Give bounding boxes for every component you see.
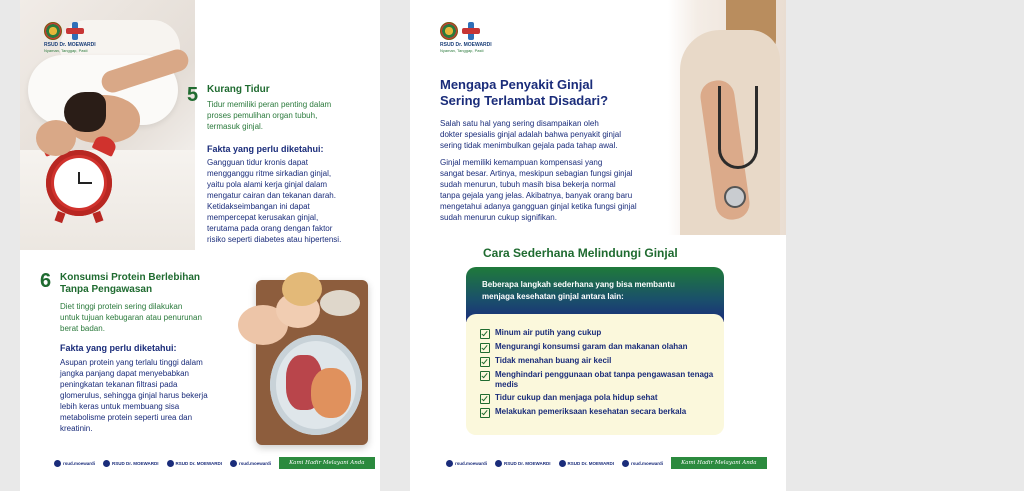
tips-intro-line: menjaga kesehatan ginjal antara lain: xyxy=(482,292,624,301)
item-5-fact xyxy=(207,157,341,245)
stethoscope-icon xyxy=(718,86,758,169)
item-6-fact-line: peningkatan tekanan filtrasi pada xyxy=(60,380,178,389)
paragraph-line: sudah menurun cukup signifikan. xyxy=(440,213,557,222)
item-6-intro-line: untuk tujuan kebugaran atau penurunan xyxy=(60,313,202,322)
checklist-item xyxy=(480,370,716,390)
checklist-item xyxy=(480,407,716,418)
social-handle: rsud.moewardi xyxy=(63,460,96,466)
item-5-fact-line: terutama pada orang dengan faktor xyxy=(207,224,333,233)
tiktok-icon xyxy=(622,460,629,467)
logo-name: RSUD Dr. MOEWARDI xyxy=(44,42,96,48)
checklist-item xyxy=(480,356,716,367)
item-6-title xyxy=(60,272,200,296)
paragraph-line: mengetahui adanya gangguan ginjal ketika fungsi ginjal xyxy=(440,202,637,211)
item-6-number: 6 xyxy=(40,270,52,292)
footer-social[interactable] xyxy=(495,460,551,467)
medical-cross-icon xyxy=(66,22,84,40)
page-title-line: Mengapa Penyakit Ginjal xyxy=(440,77,594,92)
hospital-logo xyxy=(44,22,96,53)
checklist-text: Menghindari penggunaan obat tanpa pengawasan tenaga medis xyxy=(495,370,714,389)
checklist-text: Minum air putih yang cukup xyxy=(495,328,602,337)
social-handle: RSUD Dr. MOEWARDI xyxy=(112,460,159,466)
item-6-fact-line: kreatinin. xyxy=(60,424,93,433)
page-title-line: Sering Terlambat Disadari? xyxy=(440,93,609,108)
checklist-text: Tidak menahan buang air kecil xyxy=(495,356,612,365)
intro-paragraph-1 xyxy=(440,118,621,151)
social-handle: rsud.moewardi xyxy=(239,460,272,466)
checklist-text: Tidur cukup dan menjaga pola hidup sehat xyxy=(495,393,658,402)
youtube-icon xyxy=(167,460,174,467)
footer-tagline: Kami Hadir Melayani Anda xyxy=(671,457,767,469)
youtube-icon xyxy=(559,460,566,467)
checklist-text: Melakukan pemeriksaan kesehatan secara berkala xyxy=(495,407,687,416)
nurse-photo xyxy=(668,0,786,235)
paragraph-line: Ginjal memiliki kemampuan kompensasi yang xyxy=(440,158,603,167)
paragraph-line: dokter spesialis ginjal adalah bahwa penyakit ginjal xyxy=(440,130,622,139)
item-6-fact-line: metabolisme protein seperti urea dan xyxy=(60,413,193,422)
item-5-fact-line: yaitu pola alami kerja ginjal dalam xyxy=(207,180,328,189)
hospital-logo xyxy=(440,22,492,53)
item-6-fact xyxy=(60,357,208,434)
item-5-intro-line: proses pemulihan organ tubuh, xyxy=(207,111,318,120)
footer-social[interactable] xyxy=(103,460,159,467)
paragraph-line: sangat besar. Artinya, meskipun sebagian fungsi ginjal xyxy=(440,169,633,178)
item-6-fact-line: glomerulus, sehingga ginjal harus bekerja xyxy=(60,391,208,400)
item-6-intro-line: berat badan. xyxy=(60,324,105,333)
checkbox-icon xyxy=(480,394,490,404)
social-handle: rsud.moewardi xyxy=(631,460,664,466)
province-seal-icon xyxy=(44,22,62,40)
item-6-intro xyxy=(60,301,202,334)
item-5-fact-line: risiko seperti diabetes atau hipertensi. xyxy=(207,235,342,244)
social-handle: RSUD Dr. MOEWARDI xyxy=(175,460,223,466)
item-6-fact-line: lebih keras untuk membuang sisa xyxy=(60,402,180,411)
item-6-fact-line: jangka panjang dapat menyebabkan xyxy=(60,369,189,378)
poster-page-left xyxy=(20,0,380,491)
poster-page-right xyxy=(410,0,786,491)
checkbox-icon xyxy=(480,371,490,381)
protein-food-photo xyxy=(256,280,368,445)
item-5-fact-line: mengganggu ritme sirkadian ginjal, xyxy=(207,169,332,178)
item-5-intro xyxy=(207,99,331,132)
item-6-title-line: Konsumsi Protein Berlebihan xyxy=(60,272,201,283)
item-5-fact-line: mempercepat kerusakan ginjal, xyxy=(207,213,319,222)
facebook-icon xyxy=(495,460,502,467)
instagram-icon xyxy=(446,460,453,467)
logo-tagline: Nyaman, Tanggap, Pasti xyxy=(440,48,484,53)
footer-social[interactable] xyxy=(622,460,663,467)
tips-box-intro xyxy=(482,279,714,303)
item-6-title-line: Tanpa Pengawasan xyxy=(60,284,153,295)
item-6-intro-line: Diet tinggi protein sering dilakukan xyxy=(60,302,183,311)
facebook-icon xyxy=(103,460,110,467)
checkbox-icon xyxy=(480,343,490,353)
footer-social[interactable] xyxy=(230,460,271,467)
intro-paragraph-2 xyxy=(440,157,637,223)
checklist-item xyxy=(480,328,716,339)
item-6-fact-line: Asupan protein yang terlalu tinggi dalam xyxy=(60,358,203,367)
social-handle: RSUD Dr. MOEWARDI xyxy=(504,460,551,466)
item-5-fact-line: mengatur cairan dan tekanan darah. xyxy=(207,191,336,200)
checklist-item xyxy=(480,393,716,404)
tips-box xyxy=(466,314,724,435)
social-handle: rsud.moewardi xyxy=(455,460,488,466)
checklist-item xyxy=(480,342,716,353)
checklist-text: Mengurangi konsumsi garam dan makanan olahan xyxy=(495,342,688,351)
footer-social[interactable] xyxy=(446,460,487,467)
item-5-number: 5 xyxy=(187,84,199,106)
tiktok-icon xyxy=(230,460,237,467)
checkbox-icon xyxy=(480,357,490,367)
item-6-fact-title: Fakta yang perlu diketahui: xyxy=(60,343,177,353)
tips-checklist xyxy=(480,328,716,421)
logo-name: RSUD Dr. MOEWARDI xyxy=(440,42,492,48)
checkbox-icon xyxy=(480,408,490,418)
footer-right xyxy=(446,457,767,469)
footer-social[interactable] xyxy=(167,460,223,467)
paragraph-line: Salah satu hal yang sering disampaikan oleh xyxy=(440,119,599,128)
province-seal-icon xyxy=(440,22,458,40)
footer-tagline: Kami Hadir Melayani Anda xyxy=(279,457,375,469)
section-title: Cara Sederhana Melindungi Ginjal xyxy=(483,246,678,260)
paragraph-line: sudah menurun, tubuh masih bisa bekerja normal xyxy=(440,180,616,189)
item-5-fact-title: Fakta yang perlu diketahui: xyxy=(207,144,324,154)
instagram-icon xyxy=(54,460,61,467)
item-5-fact-line: Ketidakseimbangan ini dapat xyxy=(207,202,310,211)
page-title xyxy=(440,77,608,109)
paragraph-line: sering tidak menimbulkan gejala pada tahap awal. xyxy=(440,141,618,150)
footer-left xyxy=(54,457,375,469)
logo-tagline: Nyaman, Tanggap, Pasti xyxy=(44,48,88,53)
item-5-fact-line: Gangguan tidur kronis dapat xyxy=(207,158,308,167)
item-5-intro-line: Tidur memiliki peran penting dalam xyxy=(207,100,332,109)
social-handle: RSUD Dr. MOEWARDI xyxy=(567,460,615,466)
item-5-intro-line: termasuk ginjal. xyxy=(207,122,264,131)
alarm-clock-icon xyxy=(46,150,112,216)
checkbox-icon xyxy=(480,329,490,339)
footer-social[interactable] xyxy=(559,460,615,467)
item-5-title: Kurang Tidur xyxy=(207,84,270,95)
medical-cross-icon xyxy=(462,22,480,40)
footer-social[interactable] xyxy=(54,460,95,467)
paragraph-line: tanpa gejala yang jelas. Akibatnya, banyak orang baru xyxy=(440,191,633,200)
tips-intro-line: Beberapa langkah sederhana yang bisa membantu xyxy=(482,280,675,289)
